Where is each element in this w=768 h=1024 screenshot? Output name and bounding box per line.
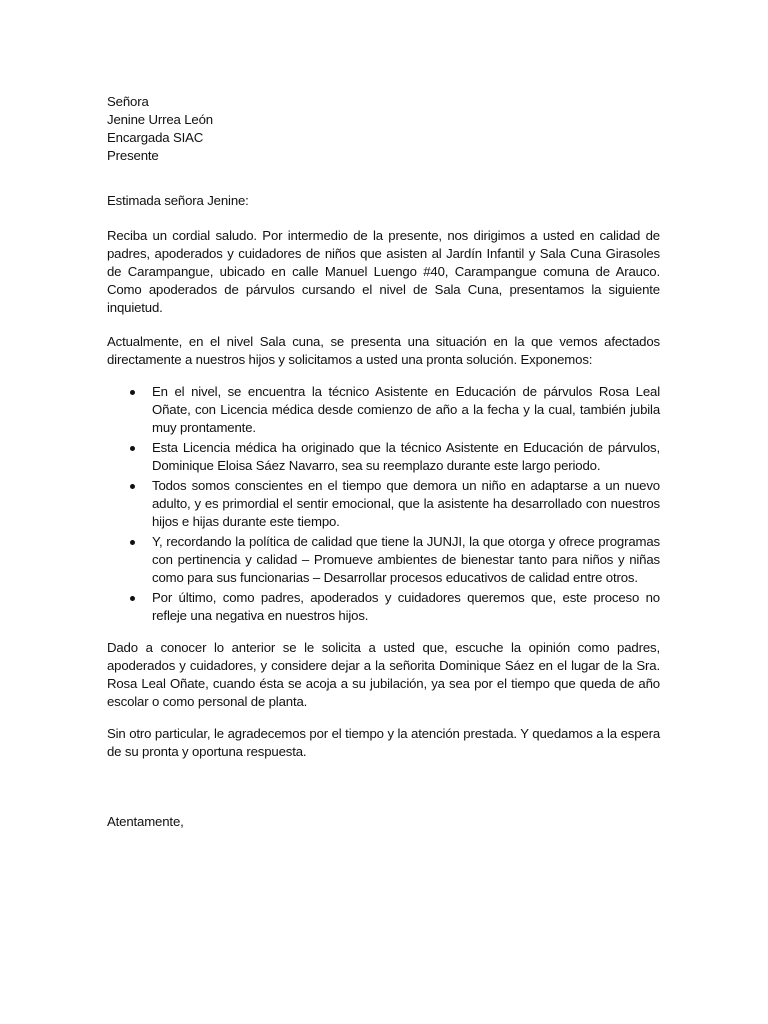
recipient-title: Señora	[107, 94, 149, 109]
list-item-text: Esta Licencia médica ha originado que la técnico Asistente en Educación de párvulos, Dominique Eloisa Sáez Navarro, sea su reemplazo durante este largo periodo.	[152, 440, 660, 473]
list-item-text: Todos somos conscientes en el tiempo que demora un niño en adaptarse a un nuevo adulto, y es primordial el sentir emocional, que la asistente ha desarrollado con nuestros hijos e hijas durante este tiempo.	[152, 478, 660, 529]
bullet-list	[107, 383, 660, 625]
list-item-text: En el nivel, se encuentra la técnico Asistente en Educación de párvulos Rosa Leal Oñate, con Licencia médica desde comienzo de año a la fecha y la cual, también jubila muy prontamente.	[152, 384, 660, 435]
closing: Atentamente,	[107, 814, 184, 829]
list-item	[152, 477, 660, 531]
bullet-icon	[130, 446, 135, 451]
paragraph-situation: Actualmente, en el nivel Sala cuna, se presenta una situación en la que vemos afectados directamente a nuestros hijos y solicitamos a usted una pronta solución. Exponemos:	[107, 334, 660, 367]
recipient-position: Encargada SIAC	[107, 130, 204, 145]
bullet-icon	[130, 540, 135, 545]
paragraph-thanks: Sin otro particular, le agradecemos por el tiempo y la atención prestada. Y quedamos a la espera de su pronta y oportuna respuesta.	[107, 726, 660, 759]
paragraph-request: Dado a conocer lo anterior se le solicita a usted que, escuche la opinión como padres, apoderados y cuidadores, y considere dejar a la señorita Dominique Sáez en el lugar de la Sra. Rosa Leal Oñate, cuando ésta se acoja a su jubilación, ya sea por el tiempo que queda de año escolar o como personal de planta.	[107, 640, 660, 709]
list-item	[152, 589, 660, 625]
recipient-block	[107, 93, 660, 165]
bullet-icon	[130, 596, 135, 601]
bullet-icon	[130, 390, 135, 395]
letter-body	[107, 93, 660, 831]
list-item	[152, 383, 660, 437]
list-item	[152, 533, 660, 587]
recipient-name: Jenine Urrea León	[107, 112, 213, 127]
list-item-text: Por último, como padres, apoderados y cuidadores queremos que, este proceso no refleje una negativa en nuestros hijos.	[152, 590, 660, 623]
salutation: Estimada señora Jenine:	[107, 193, 249, 208]
paragraph-greeting: Reciba un cordial saludo. Por intermedio de la presente, nos dirigimos a usted en calidad de padres, apoderados y cuidadores de niños que asisten al Jardín Infantil y Sala Cuna Girasoles de Carampangue, ubicado en calle Manuel Luengo #40, Carampangue comuna de Arauco. Como apoderados de párvulos cursando el nivel de Sala Cuna, presentamos la siguiente inquietud.	[107, 228, 660, 315]
list-item-text: Y, recordando la política de calidad que tiene la JUNJI, la que otorga y ofrece programas con pertinencia y calidad – Promueve ambientes de bienestar tanto para niños y niñas como para sus funcionarias – Desarrollar procesos educativos de calidad entre otros.	[152, 534, 660, 585]
recipient-presente: Presente	[107, 148, 159, 163]
list-item	[152, 439, 660, 475]
bullet-icon	[130, 484, 135, 489]
